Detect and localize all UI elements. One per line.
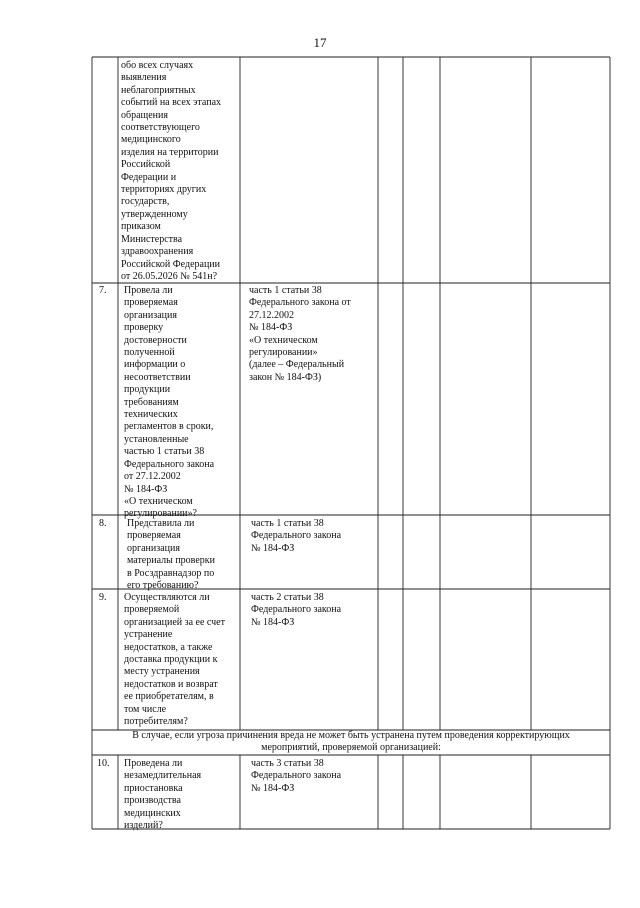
row-number: 7. bbox=[99, 285, 107, 296]
question-cell: Провела ли проверяемая организация проверку достоверности полученной информации о несоответствии продукции требованиям технических регламентов в сроки, установленные частью 1 статьи 38 Федерального закона от 27.12.2002 № 184-ФЗ «О техническом регулировании»? bbox=[124, 285, 215, 520]
question-cell: Проведена ли незамедлительная приостановка производства медицинских изделий? bbox=[124, 758, 202, 832]
section-note-line-2: мероприятий, проверяемой организацией: bbox=[261, 742, 441, 753]
reference-cell: часть 1 статьи 38 Федерального закона от 27.12.2002 № 184-ФЗ «О техническом регулировании» (далее – Федеральный закон № 184-ФЗ) bbox=[249, 285, 351, 383]
row-number: 10. bbox=[97, 758, 110, 769]
section-note-line-1: В случае, если угроза причинения вреда не может быть устранена путем проведения корректирующих bbox=[132, 730, 570, 741]
row-number: 9. bbox=[99, 592, 107, 603]
row-number: 8. bbox=[99, 518, 107, 529]
reference-cell: часть 1 статьи 38 Федерального закона № 184-ФЗ bbox=[251, 518, 342, 554]
reference-cell: часть 3 статьи 38 Федерального закона № 184-ФЗ bbox=[251, 758, 342, 794]
question-cell: Осуществляются ли проверяемой организацией за ее счет устранение недостатков, а также доставка продукции к месту устранения недостатков и возврат ее приобретателям, в том числе потребителям? bbox=[124, 592, 225, 728]
page-number: 17 bbox=[313, 35, 327, 50]
question-cell: обо всех случаях выявления неблагоприятных событий на всех этапах обращения соответствующего медицинского изделия на территории Российской Федерации и территориях других государств, утвержденному приказом Министерства здравоохранения Российской Федерации от 26.05.2026 № 541н? bbox=[121, 60, 222, 282]
reference-cell: часть 2 статьи 38 Федерального закона № 184-ФЗ bbox=[251, 592, 342, 628]
question-cell: Представила ли проверяемая организация материалы проверки в Росздравнадзор по его требованию? bbox=[127, 518, 215, 592]
